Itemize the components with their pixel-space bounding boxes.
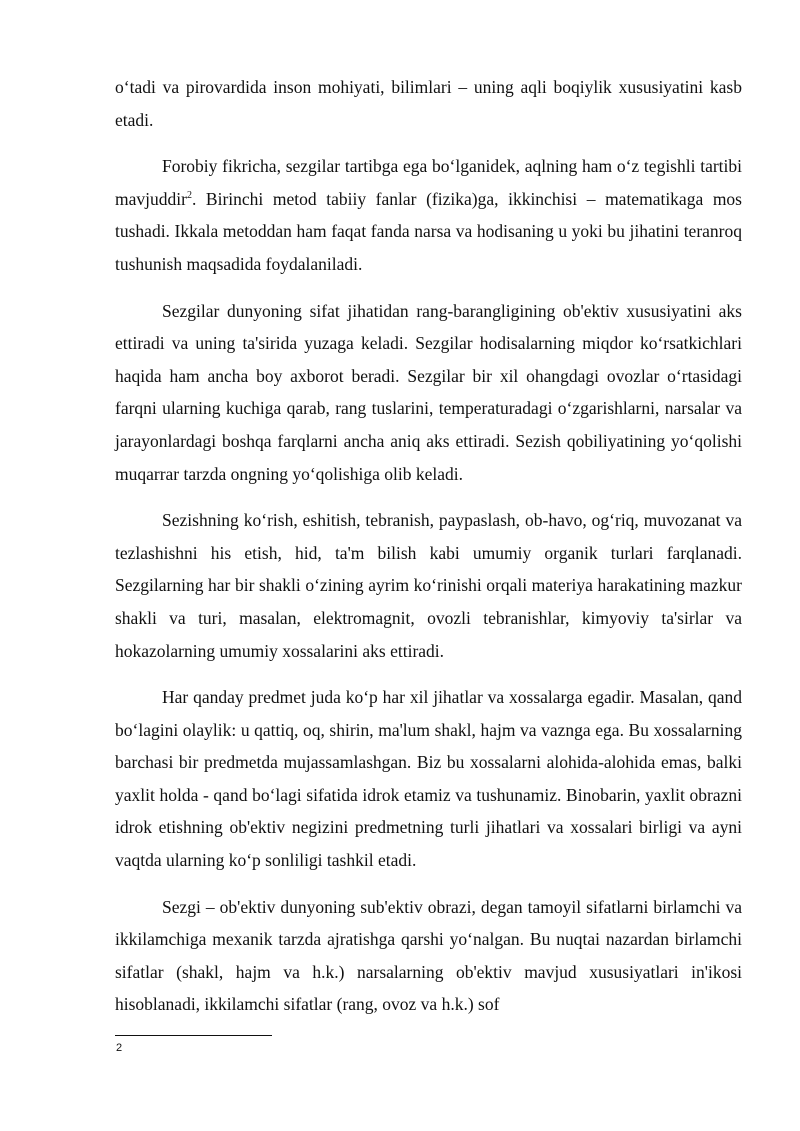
footnote-separator	[115, 1035, 272, 1036]
document-body	[115, 71, 742, 1035]
paragraph-types-of-sensation: Sezishning koʻrish, eshitish, tebranish, paypaslash, ob-havo, ogʻriq, muvozanat va tezlashishni his etish, hid, ta'm bilish kabi umumiy organik turlari farqlanadi. Sezgilarning har bir shakli oʻzining ayrim koʻrinishi orqali materiya harakatining mazkur shakli va turi, masalan, elektromagnit, ovozli tebranishlar, kimyoviy ta'sirlar va hokazolarning umumiy xossalarini aks ettiradi.	[115, 510, 742, 661]
paragraph-text: . Birinchi metod tabiiy fanlar (fizika)ga, ikkinchisi – matematikaga mos tushadi. Ikkala metoddan ham faqat fanda narsa va hodisaning u yoki bu jihatini teranroq tushunish maqsadida foydalaniladi.	[115, 188, 742, 274]
paragraph-subjective-image: Sezgi – ob'ektiv dunyoning sub'ektiv obrazi, degan tamoyil sifatlarni birlamchi va ikkilamchiga mexanik tarzda ajratishga qarshi yoʻnalgan. Bu nuqtai nazardan birlamchi sifatlar (shakl, hajm va h.k.) narsalarning ob'ektiv mavjud xususiyatlari in'ikosi hisoblanadi, ikkilamchi sifatlar (rang, ovoz va h.k.) sof	[115, 896, 742, 1015]
footnote-reference[interactable]: 2	[186, 189, 192, 201]
footnote-number: 2	[116, 1042, 123, 1054]
paragraph-farabi	[115, 150, 742, 280]
paragraph-senses: Sezgilar dunyoning sifat jihatidan rang-barangligining ob'ektiv xususiyatini aks ettiradi va uning ta'sirida yuzaga keladi. Sezgilar hodisalarning miqdor koʻrsatkichlari haqida ham ancha boy axborot beradi. Sezgilar bir xil ohangdagi ovozlar oʻrtasidagi farqni ularning kuchiga qarab, rang tuslarini, temperaturadagi oʻzgarishlarni, narsalar va jarayonlardagi boshqa farqlarni ancha aniq aks ettiradi. Sezish qobiliyatining yoʻqolishi muqarrar tarzda ongning yoʻqolishiga olib keladi.	[115, 300, 742, 484]
paragraph-continuation: oʻtadi va pirovardida inson mohiyati, bilimlari – uning aqli boqiylik xususiyatini kasb etadi.	[115, 77, 742, 130]
paragraph-text: Forobiy fikricha, sezgilar tartibga ega boʻlganidek, aqlning ham oʻz tegishli tartibi mavjuddir	[115, 156, 742, 209]
paragraph-object-properties: Har qanday predmet juda koʻp har xil jihatlar va xossalarga egadir. Masalan, qand boʻlagini olaylik: u qattiq, oq, shirin, ma'lum shakl, hajm va vaznga ega. Bu xossalarning barchasi bir predmetda mujassamlashgan. Biz bu xossalarni alohida-alohida emas, balki yaxlit holda - qand boʻlagi sifatida idrok etamiz va tushunamiz. Binobarin, yaxlit obrazni idrok etishning ob'ektiv negizini predmetning turli jihatlari va xossalari birligi va ayni vaqtda ularning koʻp sonliligi tashkil etadi.	[115, 687, 742, 871]
